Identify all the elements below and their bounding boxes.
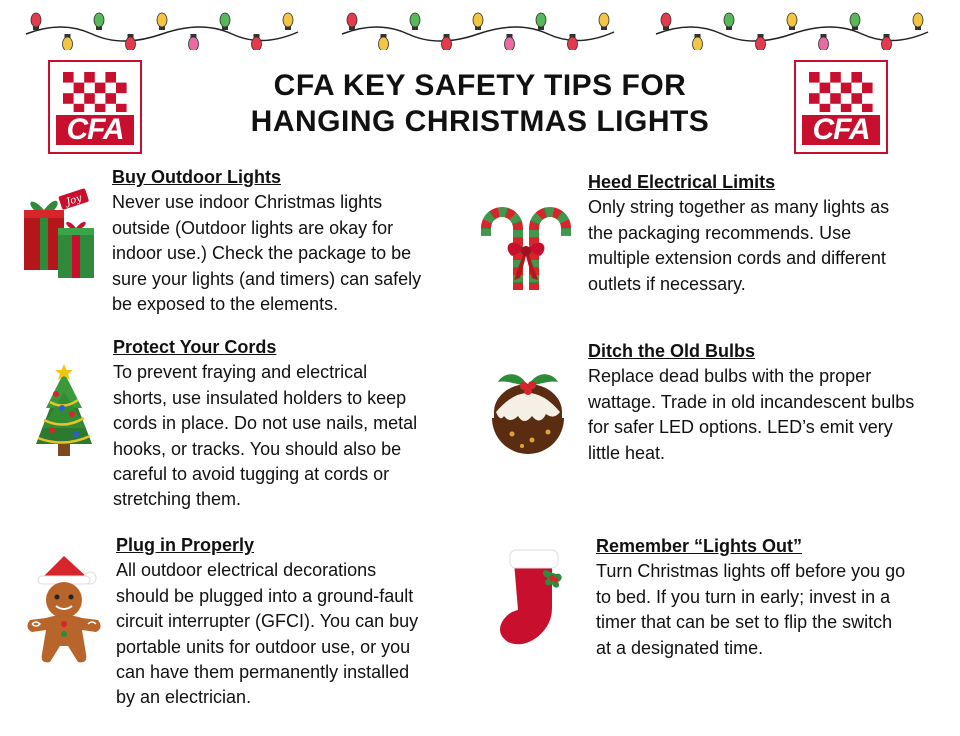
tip-heading: Ditch the Old Bulbs — [588, 341, 756, 361]
logo-text: CFA — [802, 115, 880, 145]
checker-square — [830, 72, 841, 83]
checker-square — [851, 93, 862, 104]
title-line-1: CFA KEY SAFETY TIPS FOR — [273, 69, 687, 102]
light-bulb — [661, 13, 671, 30]
checker-square — [95, 83, 106, 94]
light-bulb — [568, 34, 578, 50]
light-bulb — [31, 13, 41, 30]
gift-tag-text: Joy — [64, 192, 84, 209]
tip-ditch-the-old-bulbs — [588, 339, 953, 466]
tip-body: Only string together as many lights as the packaging recommends. Use multiple extension cords and different outlets if necessary. — [588, 197, 890, 294]
title-line-2: HANGING CHRISTMAS LIGHTS — [250, 105, 710, 138]
tip-heading: Heed Electrical Limits — [588, 172, 776, 192]
tip-heading: Plug in Properly — [116, 535, 255, 555]
tip-body: All outdoor electrical decorations should be plugged into a ground-fault circuit interrupter (GFCI). You can buy portable units for outdoor use, or you can have them permanently installed by an electrician. — [116, 560, 419, 708]
checker-square — [820, 83, 831, 94]
christmas-lights-string-right-icon — [652, 4, 932, 50]
tip-remember-lights-out — [596, 534, 951, 661]
checker-square — [105, 72, 116, 83]
tip-body: Turn Christmas lights off before you go to bed. If you turn in early; invest in a timer that can be set to flip the switch at a designated time. — [596, 561, 906, 658]
tip-heading: Remember “Lights Out” — [596, 536, 803, 556]
checker-square — [809, 93, 820, 104]
light-bulb — [599, 13, 609, 30]
light-bulb — [882, 34, 892, 50]
christmas-stocking-icon — [492, 542, 574, 650]
light-bulb — [787, 13, 797, 30]
checker-pattern-icon — [63, 72, 127, 112]
checker-square — [862, 83, 873, 94]
checker-square — [63, 72, 74, 83]
page-title — [150, 68, 810, 140]
light-bulb — [252, 34, 262, 50]
candy-canes-icon — [480, 198, 572, 294]
checker-square — [84, 72, 95, 83]
checker-square — [63, 93, 74, 104]
checker-square — [820, 104, 831, 112]
checker-square — [862, 104, 873, 112]
light-bulb — [220, 13, 230, 30]
checker-square — [841, 83, 852, 94]
checker-square — [74, 83, 85, 94]
tip-body: Never use indoor Christmas lights outside (Outdoor lights are okay for indoor use.) Check the package to be sure your lights (and timers) can safely be exposed to the elements. — [112, 192, 422, 315]
christmas-pudding-icon — [488, 366, 568, 458]
light-bulb — [913, 13, 923, 30]
checker-square — [830, 93, 841, 104]
christmas-tree-icon — [28, 364, 100, 460]
cfa-logo-left — [48, 60, 142, 154]
tip-protect-your-cords — [113, 335, 463, 513]
light-bulb — [126, 34, 136, 50]
checker-square — [95, 104, 106, 112]
checker-square — [841, 104, 852, 112]
tip-heed-electrical-limits — [588, 170, 948, 297]
light-bulb — [442, 34, 452, 50]
christmas-lights-string-center-icon — [338, 4, 618, 50]
light-bulb — [536, 13, 546, 30]
christmas-lights-string-left-icon — [22, 4, 302, 50]
light-bulb — [347, 13, 357, 30]
light-bulb — [379, 34, 389, 50]
checker-square — [105, 93, 116, 104]
tip-body: To prevent fraying and electrical shorts, use insulated holders to keep cords in place. Do not use nails, metal hooks, or tracks. You should also be careful to avoid tugging at cords or stretching them. — [113, 362, 418, 510]
light-bulb — [756, 34, 766, 50]
gift-boxes-icon — [22, 188, 98, 284]
checker-square — [116, 83, 127, 94]
tip-plug-in-properly — [116, 533, 466, 711]
checker-pattern-icon — [809, 72, 873, 112]
light-bulb — [724, 13, 734, 30]
tip-heading: Buy Outdoor Lights — [112, 167, 281, 187]
checker-square — [809, 72, 820, 83]
gingerbread-man-icon — [24, 550, 104, 668]
light-bulb — [473, 13, 483, 30]
checker-square — [116, 104, 127, 112]
logo-text: CFA — [56, 115, 134, 145]
tip-body: Replace dead bulbs with the proper wattage. Trade in old incandescent bulbs for safer LED options. LED’s emit very little heat. — [588, 366, 915, 463]
light-bulb — [505, 34, 515, 50]
light-bulb — [157, 13, 167, 30]
light-bulb — [693, 34, 703, 50]
light-bulb — [819, 34, 829, 50]
tip-heading: Protect Your Cords — [113, 337, 277, 357]
light-bulb — [850, 13, 860, 30]
light-bulb — [283, 13, 293, 30]
checker-square — [851, 72, 862, 83]
light-bulb — [94, 13, 104, 30]
checker-square — [84, 93, 95, 104]
light-bulb — [63, 34, 73, 50]
tip-buy-outdoor-lights — [112, 165, 462, 317]
light-bulb — [410, 13, 420, 30]
checker-square — [74, 104, 85, 112]
light-bulb — [189, 34, 199, 50]
